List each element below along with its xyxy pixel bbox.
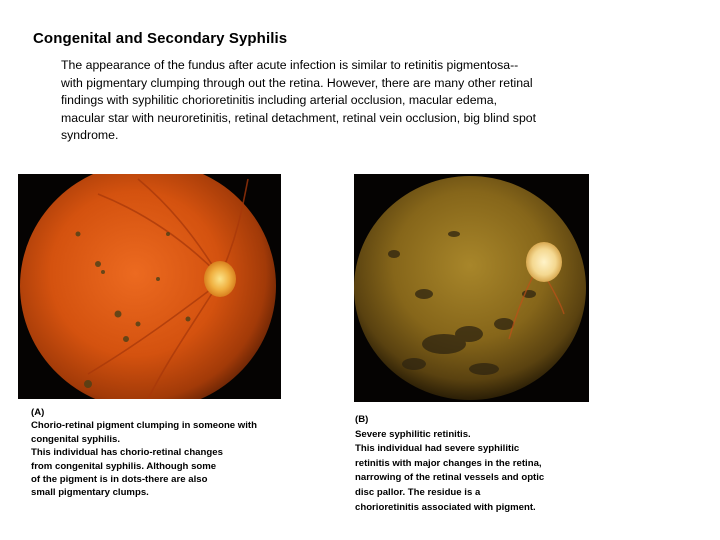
caption-b <box>355 413 544 515</box>
caption-line: (A) <box>31 407 45 418</box>
intro-line: syndrome. <box>61 128 119 142</box>
intro-line: The appearance of the fundus after acute infection is similar to retinitis pigmentosa-- <box>61 58 519 72</box>
caption-line: disc pallor. The residue is a <box>355 486 481 498</box>
caption-line: narrowing of the retinal vessels and optic <box>355 472 545 484</box>
intro-line: findings with syphilitic chorioretinitis including arterial occlusion, macular edema, <box>61 93 498 107</box>
caption-line: retinitis with major changes in the retina, <box>355 457 542 469</box>
intro-paragraph <box>61 57 581 145</box>
intro-line: macular star with neuroretinitis, retinal detachment, retinal vein occlusion, big blind spot <box>61 110 537 125</box>
caption-line: This individual had severe syphilitic <box>355 443 520 455</box>
intro-line: with pigmentary clumping through out the retina. However, there are many other retinal <box>61 75 533 90</box>
caption-line: congenital syphilis. <box>31 433 121 445</box>
page-title: Congenital and Secondary Syphilis <box>33 30 288 47</box>
caption-a <box>31 406 257 500</box>
caption-line: Chorio-retinal pigment clumping in someone with <box>31 420 257 432</box>
fundus-photo-a <box>18 174 281 399</box>
caption-line: of the pigment is in dots-there are also <box>31 474 208 486</box>
caption-line: Severe syphilitic retinitis. <box>355 428 471 440</box>
caption-line: small pigmentary clumps. <box>31 487 149 499</box>
caption-line: This individual has chorio-retinal changes <box>31 447 223 459</box>
caption-line: chorioretinitis associated with pigment. <box>355 501 536 513</box>
caption-line: (B) <box>355 414 369 425</box>
caption-line: from congenital syphilis. Although some <box>31 460 217 472</box>
fundus-photo-b <box>354 174 589 402</box>
